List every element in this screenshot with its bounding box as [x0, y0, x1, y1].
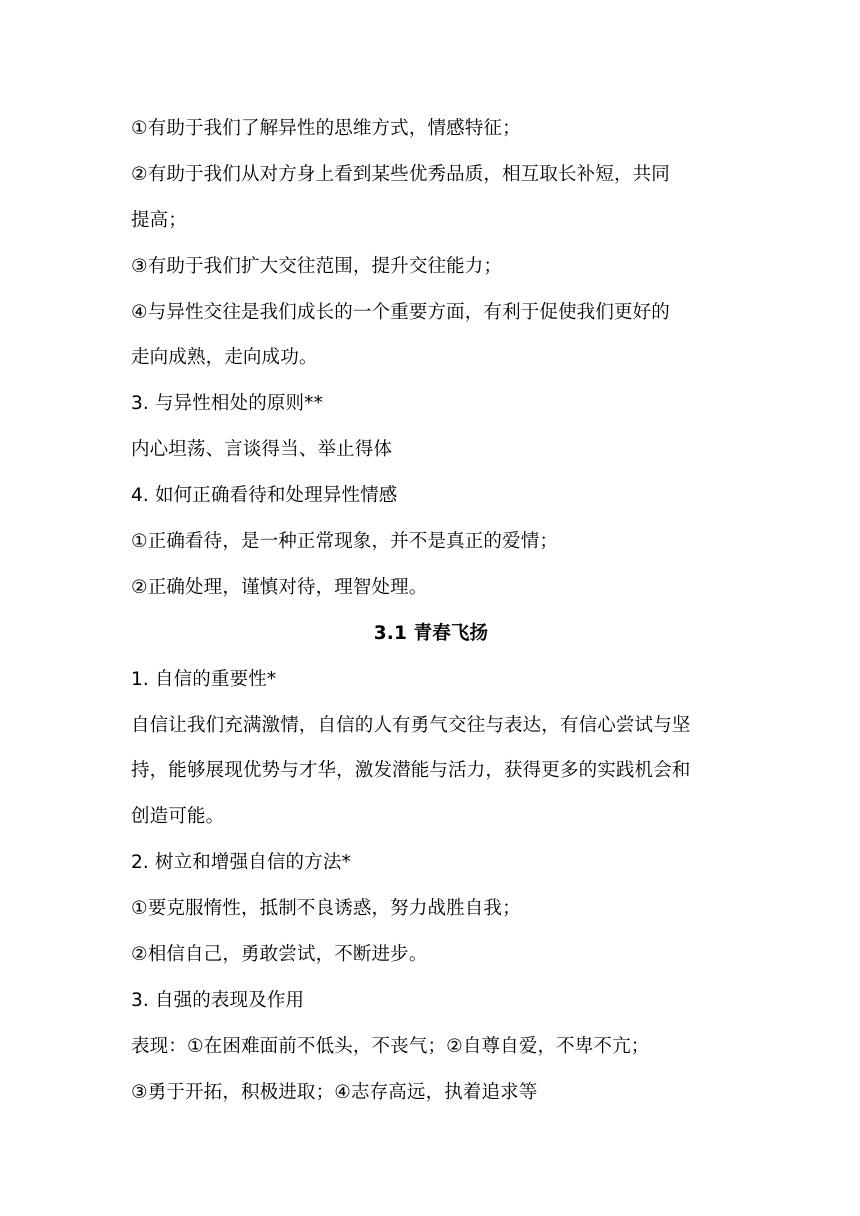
text-line: ④与异性交往是我们成长的一个重要方面，有利于促使我们更好的 — [131, 301, 670, 323]
text-line: 表现：①在困难面前不低头，不丧气；②自尊自爱，不卑不亢； — [131, 1035, 650, 1057]
text-line: ②有助于我们从对方身上看到某些优秀品质，相互取长补短，共同 — [131, 163, 670, 185]
document-page — [131, 106, 731, 1116]
text-line: ②正确处理，谨慎对待，理智处理。 — [131, 576, 428, 598]
text-line: ①要克服惰性，抵制不良诱惑，努力战胜自我； — [131, 898, 521, 920]
text-line: ③有助于我们扩大交往范围，提升交往能力； — [131, 255, 503, 277]
section-heading-self-reliance: 3. 自强的表现及作用 — [131, 989, 305, 1011]
section-heading-methods: 2. 树立和增强自信的方法* — [131, 852, 351, 874]
text-line: ①正确看待，是一种正常现象，并不是真正的爱情； — [131, 531, 559, 553]
text-line: 提高； — [131, 209, 187, 231]
text-line: 走向成熟，走向成功。 — [131, 347, 318, 369]
text-line: ①有助于我们了解异性的思维方式，情感特征； — [131, 118, 521, 139]
text-line: ②相信自己，勇敢尝试，不断进步。 — [131, 944, 428, 966]
text-line: 创造可能。 — [131, 806, 225, 828]
text-line: 内心坦荡、言谈得当、举止得体 — [131, 439, 393, 461]
chapter-title: 3.1 青春飞扬 — [373, 622, 489, 644]
text-line: ③勇于开拓，积极进取；④志存高远，执着追求等 — [131, 1081, 538, 1103]
text-line: 持，能够展现优势与才华，激发潜能与活力，获得更多的实践机会和 — [131, 760, 691, 782]
section-heading-emotions: 4. 如何正确看待和处理异性情感 — [131, 485, 398, 507]
text-line: 自信让我们充满激情，自信的人有勇气交往与表达，有信心尝试与坚 — [131, 714, 691, 736]
section-heading-confidence: 1. 自信的重要性* — [131, 668, 277, 690]
section-heading-principles: 3. 与异性相处的原则** — [131, 393, 323, 415]
